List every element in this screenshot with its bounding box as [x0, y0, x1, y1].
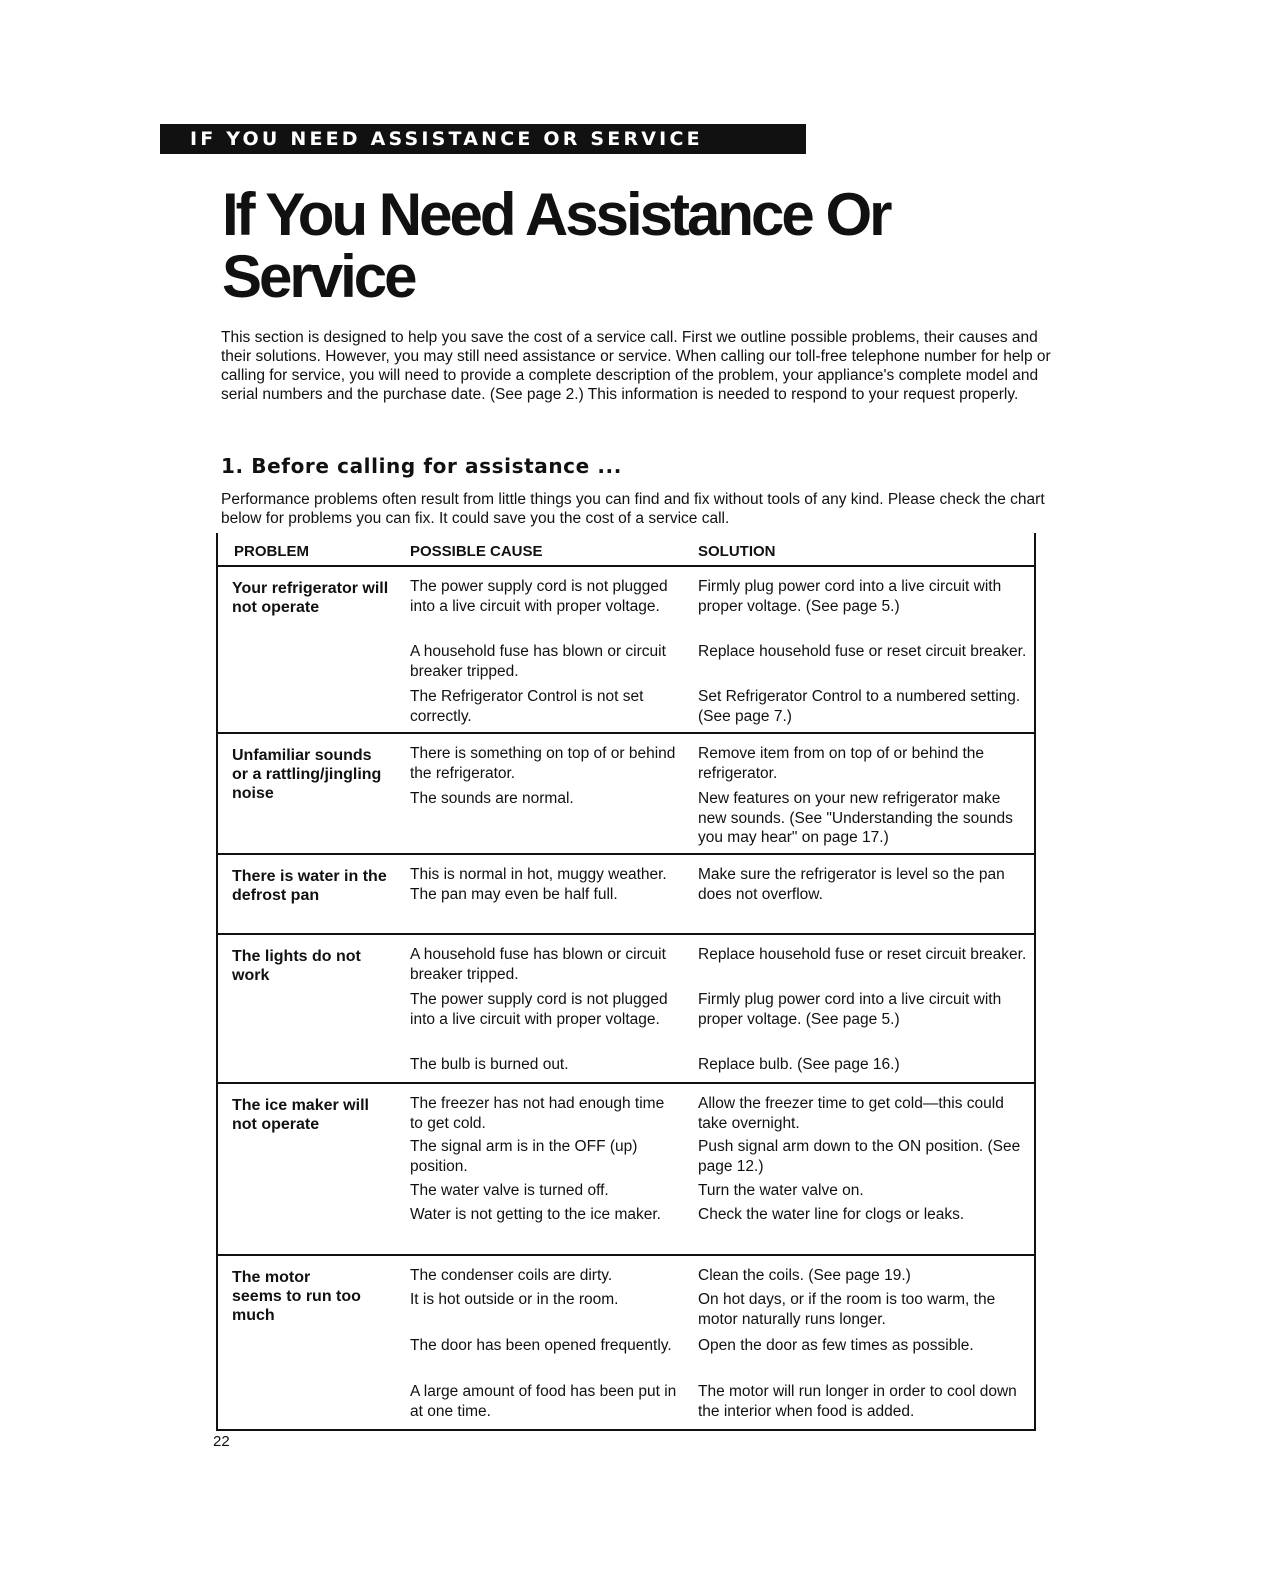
solution-cell: Check the water line for clogs or leaks.	[698, 1206, 965, 1223]
cause-cell: There is something on top of or behind the refrigerator.	[410, 745, 676, 782]
solution-cell: Clean the coils. (See page 19.)	[698, 1267, 911, 1284]
problem-cell: Unfamiliar sounds or a rattling/jingling noise	[232, 747, 382, 802]
problem-cell: There is water in the defrost pan	[232, 868, 387, 904]
table-row	[218, 935, 1034, 1084]
cause-cell: The door has been opened frequently.	[410, 1337, 672, 1354]
title-line-2: Service	[222, 243, 415, 310]
cause-cell: The freezer has not had enough time to get cold.	[410, 1095, 665, 1132]
header-cause: POSSIBLE CAUSE	[410, 543, 543, 560]
table-row	[218, 1084, 1034, 1256]
intro-paragraph: This section is designed to help you save the cost of a service call. First we outline possible problems, their causes and their solutions. However, you may still need assistance or service. When calling our toll-free telephone number for help or calling for service, you will need to provide a complete description of the problem, your appliance's complete model and serial numbers and the purchase date. (See page 2.) This information is needed to respond to your request properly.	[221, 329, 1051, 403]
solution-cell: Replace household fuse or reset circuit breaker.	[698, 643, 1027, 660]
section-banner: IF YOU NEED ASSISTANCE OR SERVICE	[160, 124, 806, 154]
cause-cell: The condenser coils are dirty.	[410, 1267, 613, 1284]
solution-cell: Remove item from on top of or behind the refrigerator.	[698, 745, 985, 782]
table-row	[218, 567, 1034, 734]
troubleshooting-chart	[216, 533, 1036, 1431]
cause-cell: It is hot outside or in the room.	[410, 1291, 619, 1308]
page-title	[222, 181, 1122, 310]
cause-cell: The Refrigerator Control is not set correctly.	[410, 688, 644, 725]
table-row	[218, 855, 1034, 935]
cause-cell: A household fuse has blown or circuit breaker tripped.	[410, 946, 666, 983]
cause-cell: This is normal in hot, muggy weather. The pan may even be half full.	[410, 866, 667, 903]
solution-cell: Turn the water valve on.	[698, 1182, 864, 1199]
cause-cell: The bulb is burned out.	[410, 1056, 569, 1073]
problem-cell: Your refrigerator will not operate	[232, 580, 389, 616]
solution-cell: Firmly plug power cord into a live circuit with proper voltage. (See page 5.)	[698, 991, 1002, 1028]
title-line-1: If You Need Assistance Or	[222, 181, 890, 248]
section-heading: 1. Before calling for assistance ...	[221, 454, 622, 478]
cause-cell: The power supply cord is not plugged into a live circuit with proper voltage.	[410, 578, 668, 615]
solution-cell: Set Refrigerator Control to a numbered setting. (See page 7.)	[698, 688, 1021, 725]
cause-cell: A household fuse has blown or circuit breaker tripped.	[410, 643, 666, 680]
cause-cell: The sounds are normal.	[410, 790, 574, 807]
cause-cell: Water is not getting to the ice maker.	[410, 1206, 661, 1223]
table-row	[218, 734, 1034, 855]
header-problem: PROBLEM	[234, 543, 309, 560]
problem-cell: The lights do not work	[232, 948, 361, 984]
solution-cell: Open the door as few times as possible.	[698, 1337, 974, 1354]
cause-cell: The power supply cord is not plugged into a live circuit with proper voltage.	[410, 991, 668, 1028]
cause-cell: The water valve is turned off.	[410, 1182, 609, 1199]
solution-cell: The motor will run longer in order to cool down the interior when food is added.	[698, 1383, 1017, 1420]
solution-cell: Firmly plug power cord into a live circuit with proper voltage. (See page 5.)	[698, 578, 1002, 615]
solution-cell: On hot days, or if the room is too warm, the motor naturally runs longer.	[698, 1291, 996, 1328]
solution-cell: Push signal arm down to the ON position. (See page 12.)	[698, 1138, 1021, 1175]
table-row	[218, 1256, 1034, 1429]
cause-cell: A large amount of food has been put in at one time.	[410, 1383, 677, 1420]
chart-header-row	[218, 533, 1034, 567]
cause-cell: The signal arm is in the OFF (up) position.	[410, 1138, 638, 1175]
solution-cell: New features on your new refrigerator make new sounds. (See "Understanding the sounds you may hear" on page 17.)	[698, 790, 1013, 846]
solution-cell: Allow the freezer time to get cold—this could take overnight.	[698, 1095, 1004, 1132]
solution-cell: Replace bulb. (See page 16.)	[698, 1056, 900, 1073]
problem-cell: The motor seems to run too much	[232, 1269, 361, 1324]
solution-cell: Make sure the refrigerator is level so the pan does not overflow.	[698, 866, 1005, 903]
page-number: 22	[213, 1433, 230, 1450]
problem-cell: The ice maker will not operate	[232, 1097, 369, 1133]
solution-cell: Replace household fuse or reset circuit breaker.	[698, 946, 1027, 963]
header-solution: SOLUTION	[698, 543, 776, 560]
section-paragraph: Performance problems often result from little things you can find and fix without tools of any kind. Please check the chart below for problems you can fix. It could save you the cost of a service call.	[221, 491, 1045, 527]
